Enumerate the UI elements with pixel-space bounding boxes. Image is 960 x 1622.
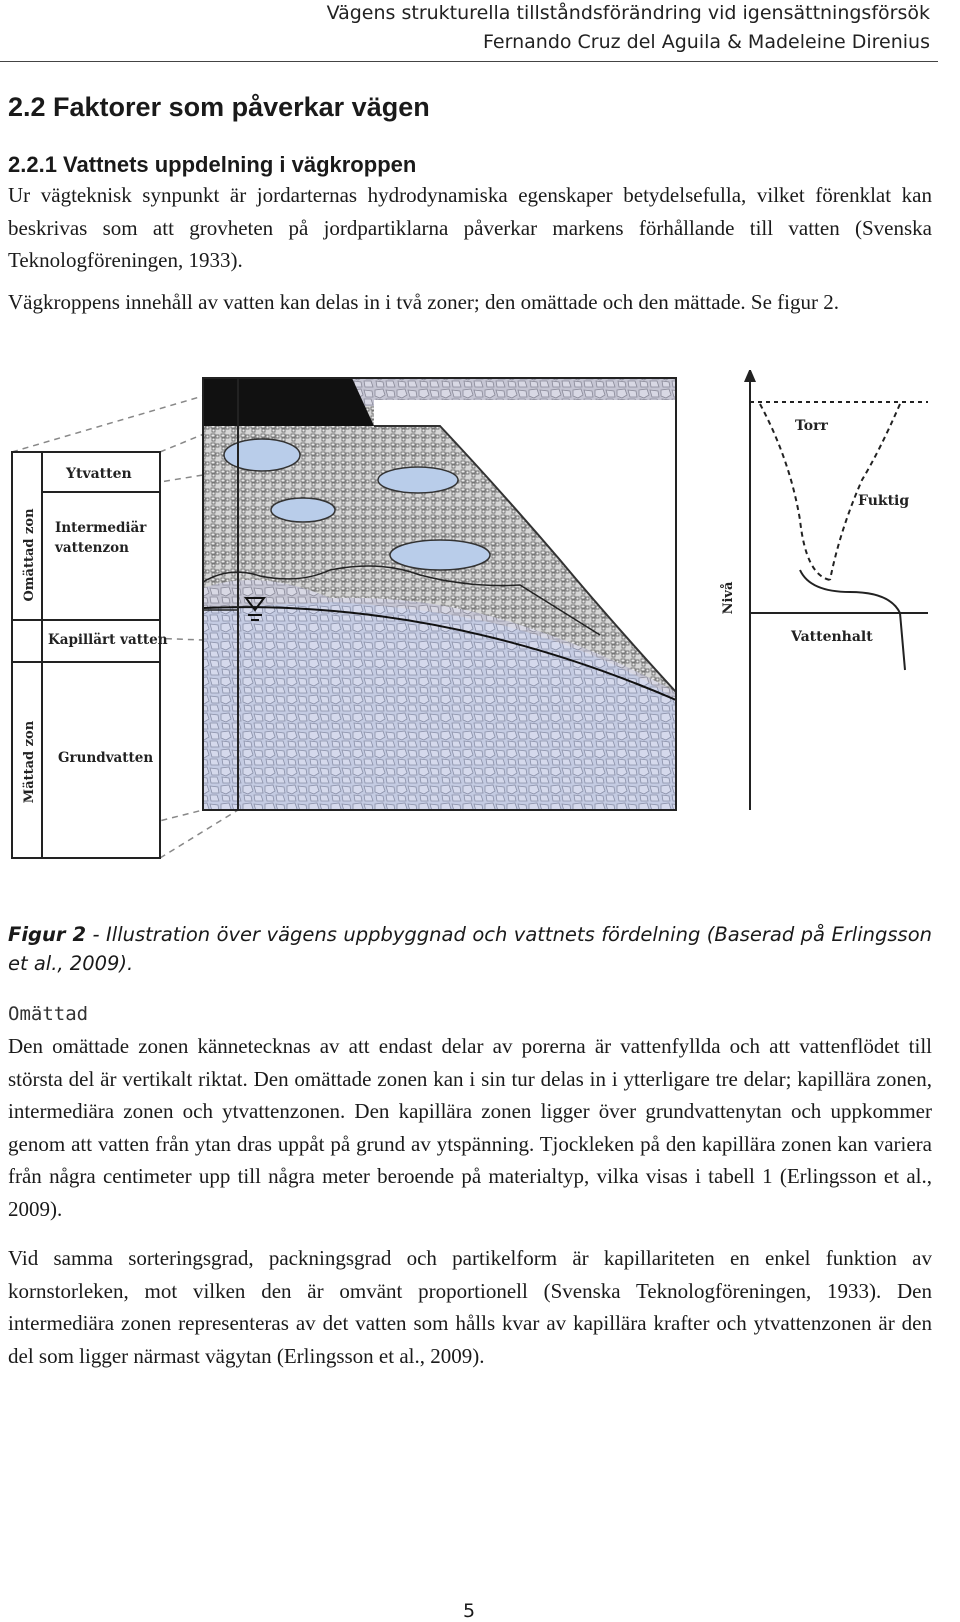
label-saturated-zone: Mättad zon xyxy=(22,720,37,804)
running-header-authors: Fernando Cruz del Aguila & Madeleine Direnius xyxy=(483,31,930,53)
figure-caption xyxy=(8,920,932,978)
label-level: Nivå xyxy=(721,581,736,615)
paragraph-2: Vägkroppens innehåll av vatten kan delas in i två zoner; den omättade och den mättade. Se figur 2. xyxy=(8,290,839,314)
paragraph-4: Vid samma sorteringsgrad, packningsgrad och partikelform är kapillariteten en enkel funktion av kornstorleken, mot vilken den är omvänt proportionell (Svenska Teknologföreningen, 1933). Den intermediära zonen representeras av det vatten som hålls kvar av kapillära krafter och ytvattenzonen är den del som ligger närmast vägytan (Erlingsson et al., 2009). xyxy=(8,1246,932,1368)
moisture-profile-graph xyxy=(744,370,928,810)
label-capillary: Kapillärt vatten xyxy=(48,632,168,648)
figure-caption-text: - Illustration över vägens uppbyggnad och vattnets fördelning (Baserad på Erlingsson et al., 2009). xyxy=(8,923,932,975)
label-unsaturated-zone: Omättad zon xyxy=(22,508,37,602)
road-cross-section xyxy=(203,378,676,810)
label-surface-water: Ytvatten xyxy=(66,466,132,482)
page-number: 5 xyxy=(462,1600,476,1622)
header-rule xyxy=(0,61,938,62)
subsection-title: 2.2.1 Vattnets uppdelning i vägkroppen xyxy=(8,152,417,177)
label-moist: Fuktig xyxy=(858,493,910,509)
section-title: 2.2 Faktorer som påverkar vägen xyxy=(8,92,430,122)
label-groundwater: Grundvatten xyxy=(58,750,154,766)
paragraph-1: Ur vägteknisk synpunkt är jordarternas hydrodynamiska egenskaper betydelsefulla, vilket förenklat kan beskrivas som att grovheten på jordpartiklarna påverkar markens förhållande till vatten (Svenska Teknologföreningen, 1933). xyxy=(8,183,932,272)
paragraph-3: Den omättade zonen kännetecknas av att endast delar av porerna är vattenfyllda och att vattenflödet till största del är vertikalt riktat. Den omättade zonen kan i sin tur delas in i ytterligare tre delar; kapillära zonen, intermediära zonen och ytvattenzonen. Den kapillära zonen ligger över grundvattenytan och uppkommer genom att vatten från ytan dras uppåt på grund av ytspänning. Tjockleken på den kapillära zonen kan variera från några centimeter upp till några meter beroende på materialtyp, vilka visas i tabell 1 (Erlingsson et al., 2009). xyxy=(8,1034,932,1221)
figure-caption-label: Figur 2 xyxy=(8,923,87,946)
running-header-title: Vägens strukturella tillståndsförändring vid igensättningsförsök xyxy=(326,2,930,24)
label-water-content: Vattenhalt xyxy=(791,629,873,645)
label-intermediate-1: Intermediär xyxy=(55,520,147,536)
label-intermediate-2: vattenzon xyxy=(55,540,129,556)
road-structure-figure xyxy=(0,370,960,900)
label-dry: Torr xyxy=(795,418,828,434)
subheading-unsaturated: Omättad xyxy=(8,1003,89,1025)
